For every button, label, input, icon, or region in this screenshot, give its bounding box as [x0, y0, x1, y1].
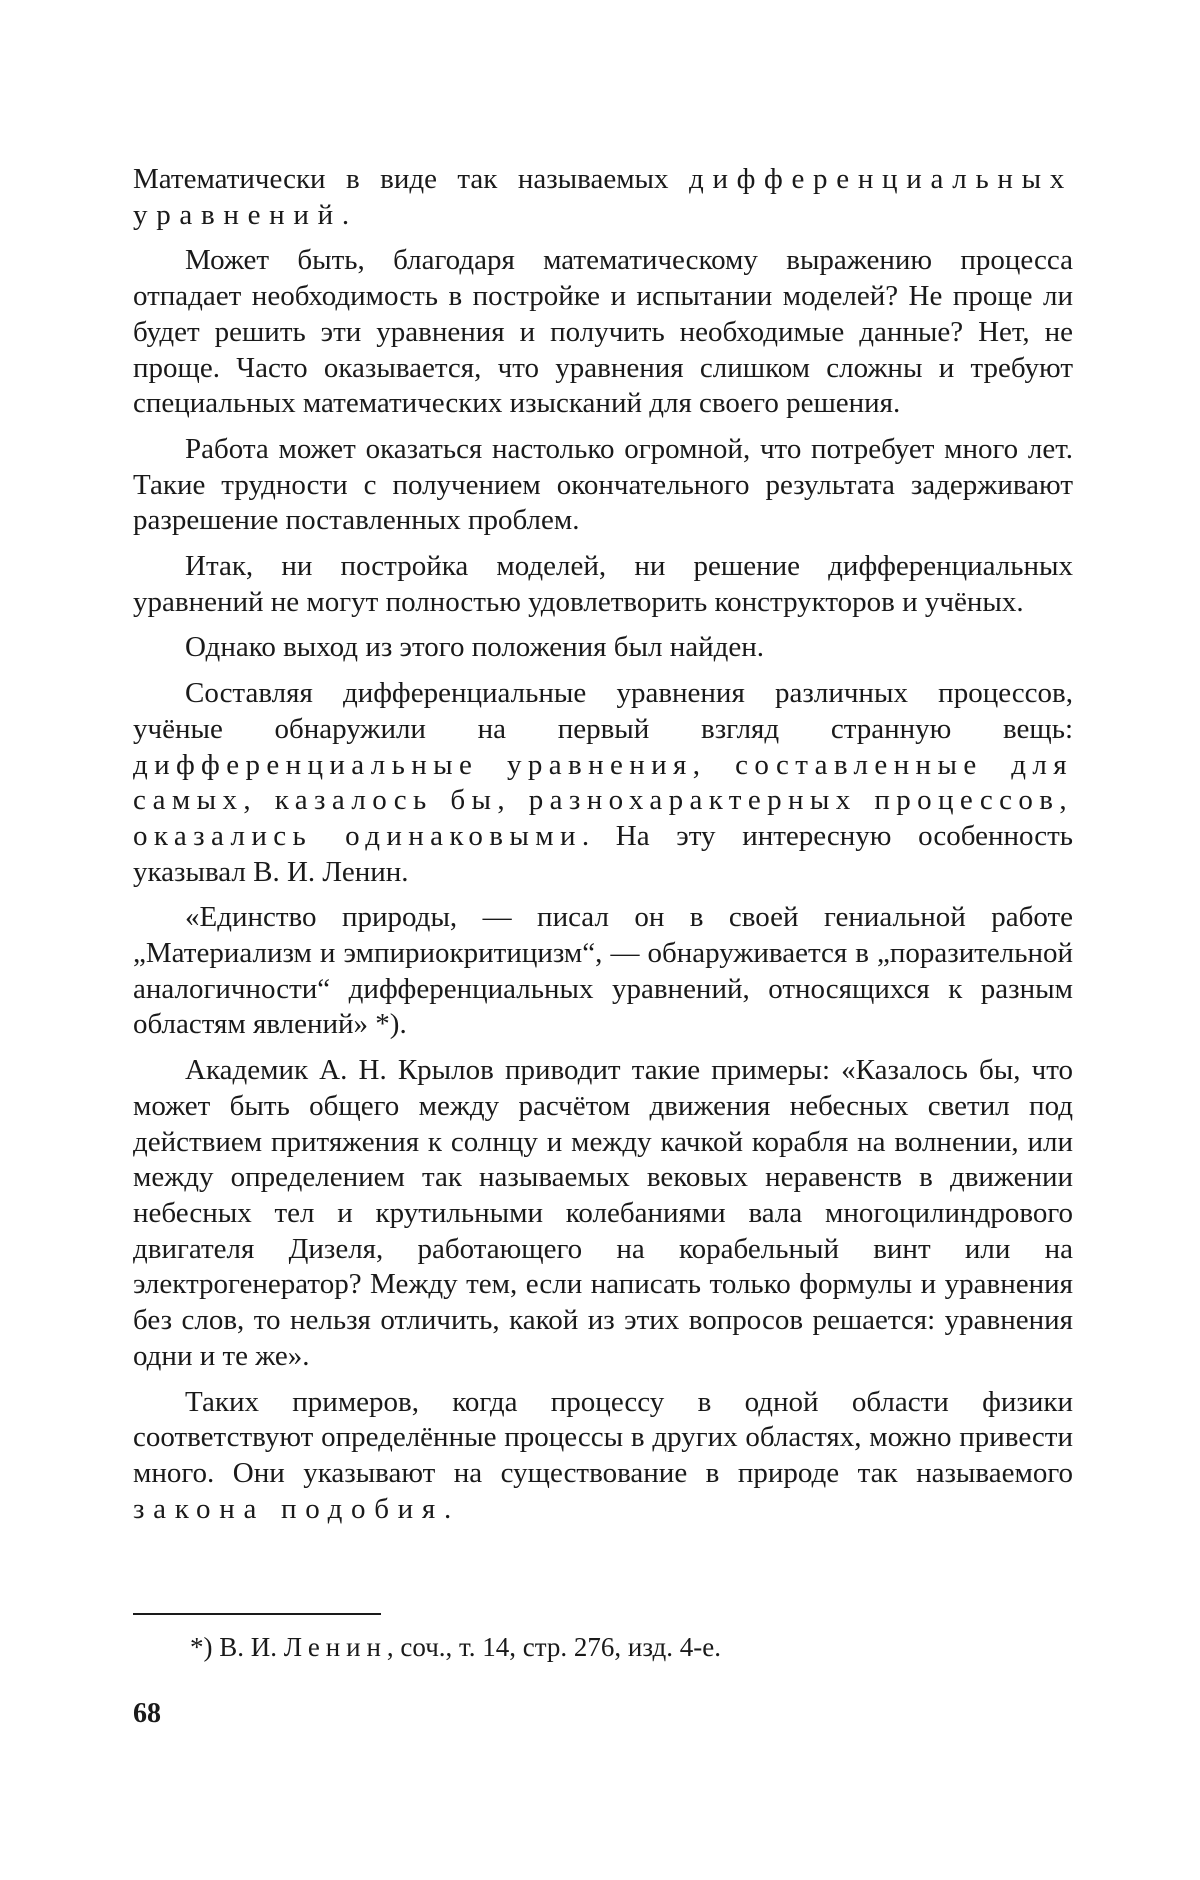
paragraph [133, 243, 1073, 422]
spaced-emphasis: дифференциальные уравнения, составленные для самых, казалось бы, разнохарактерных процессов, оказались одинаковыми [133, 748, 1073, 852]
spaced-emphasis: дифференциальных уравнений [133, 163, 1073, 231]
main-text [133, 162, 1073, 1537]
spaced-emphasis: закона подобия [133, 1492, 444, 1525]
text-run: Математически в виде так называемых [133, 163, 689, 195]
paragraph [133, 432, 1073, 539]
text-run: . [341, 198, 350, 231]
text-run: . На эту интересную особенность указывал В. И. Ленин. [133, 819, 1074, 888]
text-run: Может быть, благодаря математическому выражению процесса отпадает необходимость в постройке и испытании моделей? Не проще ли будет решить эти уравнения и получить необходимые данные? Нет, не проще. Часто оказывается, что уравнения слишком сложны и требуют специальных математических изысканий для своего решения. [133, 244, 1073, 420]
text-run: «Единство природы, — писал он в своей гениальной работе „Материализм и эмпириокритицизм“, — обнаруживается в „поразительной аналогичности“ дифференциальных уравнений, относящихся к разным областям явлений» *). [133, 901, 1073, 1041]
paragraph [133, 162, 1073, 233]
footnote-marker: *) В. И. [190, 1632, 284, 1662]
footnote-reference: , соч., т. 14, стр. 276, изд. 4-е. [386, 1632, 722, 1662]
paragraph [133, 1053, 1073, 1374]
text-run: . [443, 1492, 452, 1525]
footnote-divider [133, 1613, 381, 1615]
text-run: Таких примеров, когда процессу в одной области физики соответствуют определённые процессы в других областях, можно привести много. Они указывают на существование в природе так называемого [133, 1385, 1073, 1489]
footnote [190, 1630, 1070, 1664]
paragraph [133, 630, 1073, 666]
page-number: 68 [133, 1698, 161, 1729]
text-run: Академик А. Н. Крылов приводит такие примеры: «Казалось бы, что может быть общего между расчётом движения небесных светил под действием притяжения к солнцу и между качкой корабля на волнении, или между определением так называемых вековых неравенств в движении небесных тел и крутильными колебаниями вала многоцилиндрового двигателя Дизеля, работающего на корабельный винт или на электрогенератор? Между тем, если написать только формулы и уравнения без слов, то нельзя отличить, какой из этих вопросов решается: уравнения одни и те же». [133, 1054, 1073, 1372]
text-run: Составляя дифференциальные уравнения различных процессов, учёные обнаружили на первый взгляд странную вещь: [133, 677, 1073, 745]
paragraph [133, 549, 1073, 620]
text-run: Итак, ни постройка моделей, ни решение дифференциальных уравнений не могут полностью удовлетворить конструкторов и учёных. [133, 550, 1073, 618]
text-run: Однако выход из этого положения был найден. [185, 631, 765, 664]
footnote-author: Ленин [283, 1632, 387, 1662]
paragraph [133, 1385, 1073, 1528]
paragraph [133, 900, 1073, 1043]
text-run: Работа может оказаться настолько огромной, что потребует много лет. Такие трудности с получением окончательного результата задерживают разрешение поставленных проблем. [133, 432, 1073, 537]
paragraph [133, 676, 1073, 890]
